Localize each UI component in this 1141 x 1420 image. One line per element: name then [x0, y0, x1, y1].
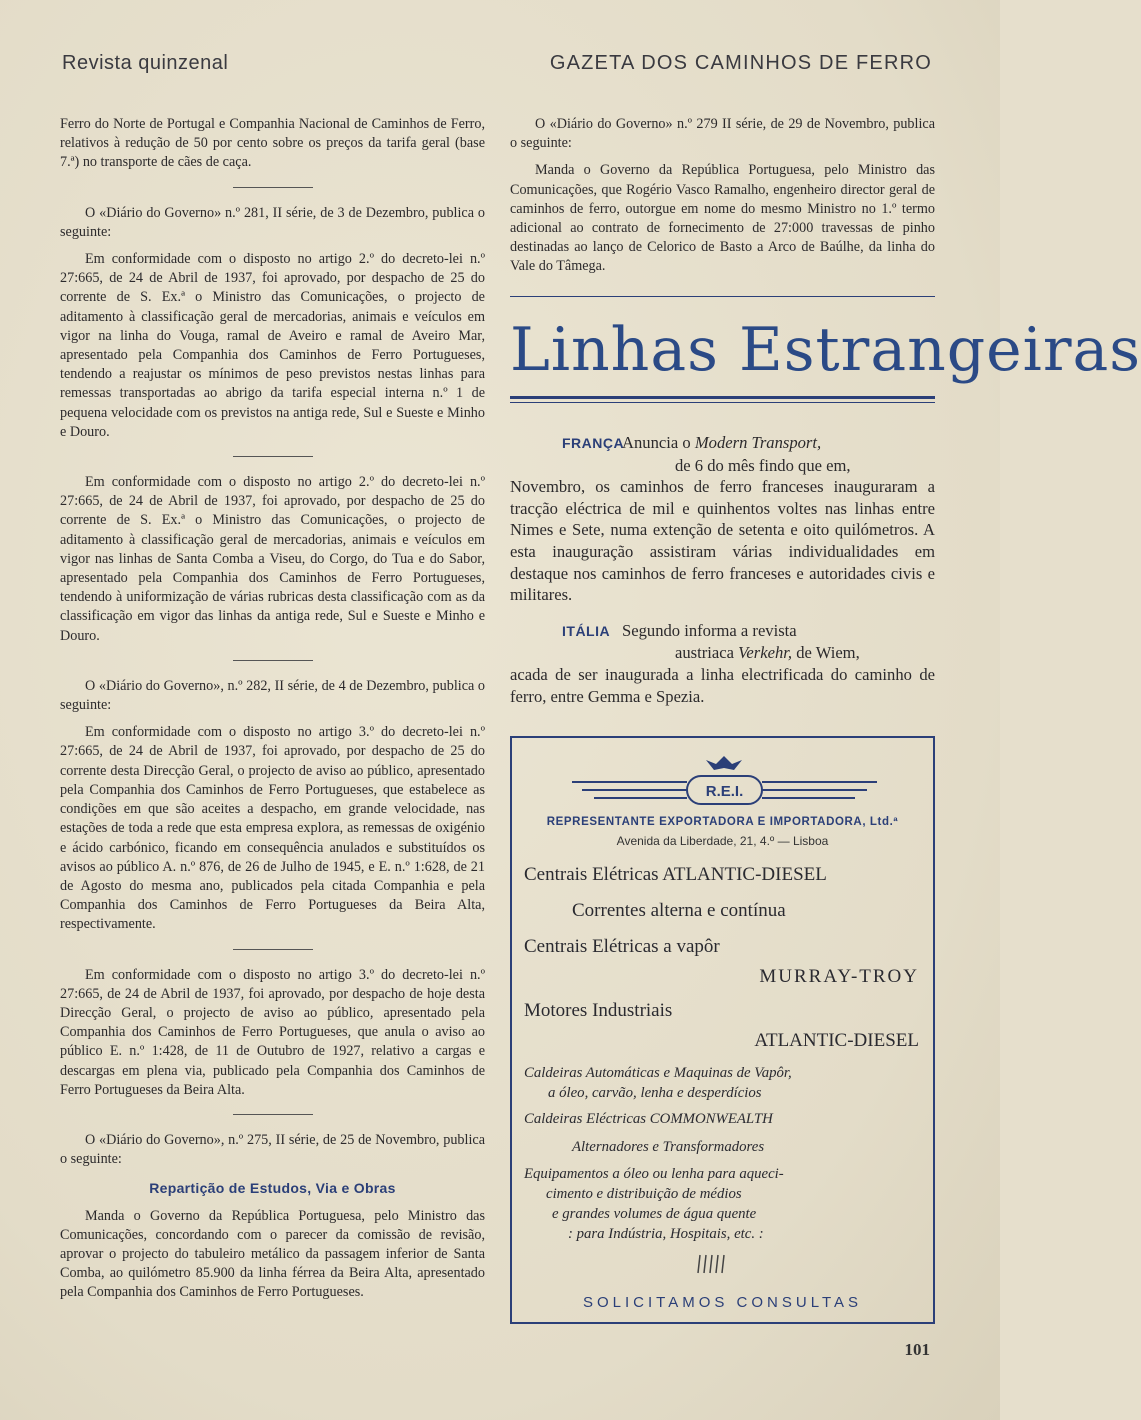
left-column [60, 115, 485, 1303]
ad-line: Centrais Elétricas ATLANTIC-DIESEL [524, 864, 827, 885]
right-column [510, 115, 935, 277]
news-text: austriaca [675, 643, 734, 663]
winged-eagle-logo-icon [562, 754, 887, 824]
paragraph: O «Diário do Governo» n.º 279 II série, de 29 de Novembro, publica o seguinte: [510, 116, 935, 152]
ad-call-to-action: SOLICITAMOS CONSULTAS [582, 1294, 863, 1311]
ad-italic-line: Alternadores e Transformadores [572, 1139, 765, 1155]
news-text: Novembro, os caminhos de ferro franceses inauguraram a tracção eléctrica de mil e quinhentos voltes nas linhas entre Nimes e Sete, numa extenção de setenta e oito quilómetros. A esta inauguração assistiram várias individualidades em destaque nos caminhos de ferro franceses e autoridades civis e militares. [510, 477, 935, 605]
paragraph: O «Diário do Governo» n.º 281, II série, de 3 de Dezembro, publica o seguinte: [60, 204, 485, 240]
ad-line: Centrais Elétricas a vapôr [524, 936, 720, 957]
paragraph: O «Diário do Governo», n.º 282, II série, de 4 de Dezembro, publica o seguinte: [60, 677, 485, 714]
section-banner [510, 296, 1141, 414]
ad-line: MURRAY-TROY [759, 966, 919, 987]
foreign-news [510, 432, 935, 707]
news-item-italia [510, 620, 935, 643]
country-label: FRANÇA [562, 435, 625, 451]
ad-line: Motores Industriais [524, 1000, 673, 1021]
advertiser-name: REPRESENTANTE EXPORTADORA E IMPORTADORA, Ltd.ª [546, 816, 899, 828]
separator-rule [233, 949, 313, 950]
advertiser-address: Avenida da Liberdade, 21, 4.º — Lisboa [616, 834, 829, 848]
running-header-left: Revista quinzenal [62, 52, 229, 74]
country-label: ITÁLIA [562, 622, 611, 639]
separator-rule [233, 1114, 313, 1115]
paragraph: Em conformidade com o disposto no artigo 2.º do decreto-lei n.º 27:665, de 24 de Abril de 1937, foi aprovado, por despacho de 25 do corrente de S. Ex.ª o Ministro das Comunicações, o projecto de aditamento à classificação geral de mercadorias, animais e veículos em vigor na linha do Vouga, ramal de Aveiro e ramal de Aveiro Mar, apresentado pela Companhia dos Caminhos de Ferro Portugueses, tendendo a reajustar os mínimos de peso previstos nestas linhas para remessas transportadas ao abrigo da tarifa especial interna n.º 1 de pequena velocidade com os previstos na antiga rede, Sul e Sueste e Minho e Douro. [60, 251, 485, 440]
paragraph: Em conformidade com o disposto no artigo 3.º do decreto-lei n.º 27:665, de 24 de Abril de 1937, foi aprovado, por despacho de hoje desta Direcção Geral, o projecto de aviso ao público, apresentado pela Companhia dos Caminhos de Ferro Portugueses, que anula o aviso ao público E. n.º 1:428, de 11 de Outubro de 1927, relativo a cargas e descargas em plena via, publicado pela Companhia dos Caminhos de Ferro Portugueses da Beira Alta. [60, 966, 485, 1098]
paragraph: Manda o Governo da República Portuguesa, pelo Ministro das Comunicações, que Rogério Vasco Ramalho, engenheiro director geral de caminhos de ferro, outorgue em nome do mesmo Ministro no 1.º termo adicional ao contrato de fornecimento de 27:000 travessas de pinho destinadas ao lanço de Celorico de Basto a Arco de Baúlhe, da linha do Vale do Tâmega. [510, 162, 935, 275]
banner-rule [510, 396, 935, 399]
ad-italic-line: cimento e distribuição de médios [546, 1186, 742, 1202]
source-name: Verkehr, [738, 643, 793, 663]
ad-italic-line: Caldeiras Automáticas e Maquinas de Vapôr, [524, 1065, 792, 1081]
news-text: acada de ser inaugurada a linha electrificada do caminho de ferro, entre Gemma e Spezia. [510, 664, 935, 706]
paragraph: Ferro do Norte de Portugal e Companhia Nacional de Caminhos de Ferro, relativos à redução de 50 por cento sobre os preços da tarifa geral (base 7.ª) no transporte de cães de caça. [60, 116, 485, 171]
svg-text:R.E.I.: R.E.I. [705, 783, 744, 800]
separator-rule [233, 456, 313, 457]
separator-rule [233, 660, 313, 661]
paragraph: O «Diário do Governo», n.º 275, II série, de 25 de Novembro, publica o seguinte: [60, 1131, 485, 1168]
section-subheading: Repartição de Estudos, Via e Obras [149, 1180, 396, 1197]
ad-italic-line: Caldeiras Eléctricas COMMONWEALTH [524, 1111, 773, 1127]
page-number: 101 [904, 1340, 930, 1359]
banner-title: Linhas Estrangeiras [510, 315, 1141, 385]
ad-italic-line: : para Indústria, Hospitais, etc. : [568, 1226, 764, 1242]
paragraph: Manda o Governo da República Portuguesa, pelo Ministro das Comunicações, concordando com o parecer da comissão de revisão, aprovar o projecto do tabuleiro metálico da passagem inferior de Santa Comba, ao quilómetro 85.900 da linha férrea da Beira Alta, apresentado pela Companhia dos Caminhos de Ferro Portugueses. [60, 1207, 485, 1301]
banner-rule [510, 402, 935, 403]
source-name: Modern Transport, [694, 433, 822, 452]
ad-line: Correntes alterna e contínua [572, 900, 786, 921]
news-text: Anuncia o [622, 433, 691, 452]
banner-rule [510, 296, 935, 297]
ad-line: ATLANTIC-DIESEL [754, 1030, 919, 1051]
hatch-mark-icon [694, 1253, 734, 1275]
paragraph: Em conformidade com o disposto no artigo 3.º do decreto-lei n.º 27:665, de 24 de Abril de 1937, foi aprovado, por despacho de 25 do corrente desta Direcção Geral, o projecto de aviso ao público, apresentado pela Companhia dos Caminhos de Ferro Portugueses, que estabelece as condições em que são aceites a despacho, em grande velocidade, nas estações de toda a rede que esta empresa explora, as remessas de oxigénio e ácido carbónico, ficando em consequência anulados e substituídos os avisos ao público A. n.º 876, de 26 de Julho de 1945, e E. n.º 1:628, de 21 de Agosto do mesma ano, publicados pela citada Companhia e pela Companhia dos Caminhos de Ferro Portugueses da Beira Alta, respectivamente. [60, 724, 485, 933]
news-text: de Wiem, [796, 643, 860, 663]
news-text [510, 642, 935, 664]
running-header-right: GAZETA DOS CAMINHOS DE FERRO [549, 52, 932, 74]
paragraph: Em conformidade com o disposto no artigo 2.º do decreto-lei n.º 27:665, de 24 de Abril de 1937, foi aprovado, por despacho de 25 do corrente de S. Ex.ª o Ministro das Comunicações, o projecto de aditamento à classificação geral de mercadorias, animais e veículos em vigor nas linhas de Santa Comba a Viseu, do Corgo, do Tua e do Sabor, apresentado pela Companhia dos Caminhos de Ferro Portugueses, tendendo à uniformização de várias rubricas desta classificação com as da classificação em vigor das linhas da antiga rede, Sul e Sueste e Minho e Douro. [60, 474, 485, 644]
advertisement-box [510, 736, 935, 1324]
ad-italic-line: e grandes volumes de água quente [552, 1206, 757, 1222]
ad-italic-line: Equipamentos a óleo ou lenha para aqueci- [524, 1166, 784, 1182]
ad-italic-line: a óleo, carvão, lenha e desperdícios [548, 1085, 762, 1101]
news-item-franca [510, 432, 935, 455]
news-text: Segundo informa a revista [622, 620, 797, 640]
news-text: de 6 do mês findo que em, [675, 455, 851, 475]
separator-rule [233, 187, 313, 188]
